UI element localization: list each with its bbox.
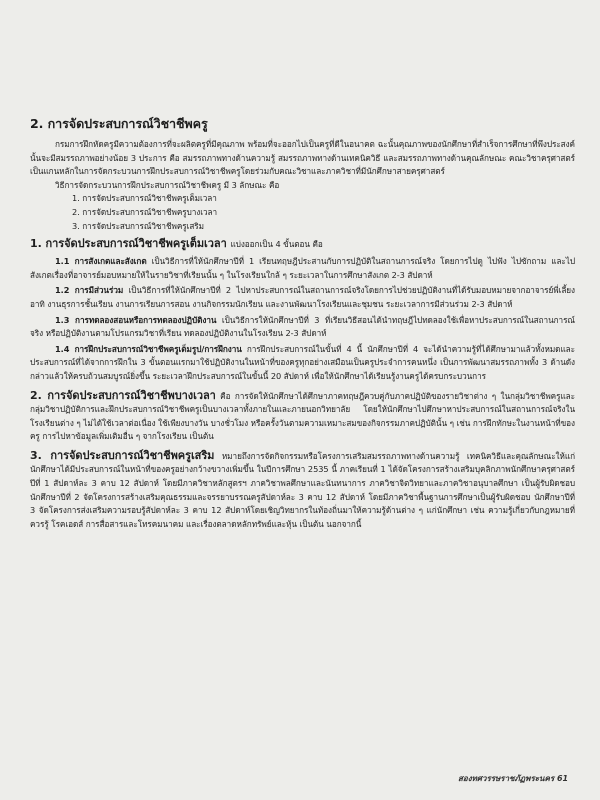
section-title: 2. การจัดประสบการณ์วิชาชีพครู [30,116,208,131]
item-text: เป็นวิธีการที่ให้นักศึกษาปีที่ 1 เรียนทฤษฎีประสานกับการปฏิบัติในสถานการณ์จริง โดยการไปดู ไปฟัง ไปซักถาม และไปสังเกตเรื่องที่อาจารย์มอบหมายให้ในรายวิชาที่เรียนนั้น ๆ ในโรงเรียนใกล้ ๆ ระยะเวลาในการศึกษาสังเกต 2-3 สัปดาห์ [30,256,575,280]
subsection-3 [30,449,575,532]
item-head: 1.2 การมีส่วนร่วม [55,285,124,296]
subsection-title-1 [30,236,575,252]
item-text: เป็นวิธีการที่ให้นักศึกษาปีที่ 2 ไปหาประสบการณ์ในสถานการณ์จริงโดยการไปช่วยปฏิบัติงานที่ได้รับมอบหมายจากอาจารย์พี่เลี้ยง อาทิ งานธุรการชั้นเรียน งานการเรียนการสอน งานกิจกรรมนักเรียน และงานพัฒนาโรงเรียนและชุมชน ระยะเวลาการมีส่วนร่วม 2-3 สัปดาห์ [30,285,576,309]
subsection-2 [30,389,575,444]
subsection-title-3: 3. การจัดประสบการณ์วิชาชีพครูเสริม [30,448,215,462]
method-intro: วิธีการจัดกระบวนการฝึกประสบการณ์วิชาชีพครู มี 3 ลักษณะ คือ [55,179,280,190]
item-head: 1.3 การทดลองสอนหรือการทดลองปฏิบัติงาน [55,314,217,325]
subsection-title-text: 1. การจัดประสบการณ์วิชาชีพครูเต็มเวลา [30,237,227,251]
list-item: 2. การจัดประสบการณ์วิชาชีพครูบางเวลา [72,206,218,217]
subsection-title-2: 2. การจัดประสบการณ์วิชาชีพบางเวลา [30,388,216,402]
item-1-1 [30,255,575,282]
method-list [30,192,575,233]
list-item: 3. การจัดประสบการณ์วิชาชีพครูเสริม [72,220,204,231]
subsection-text: คือ การจัดให้นักศึกษาได้ศึกษาภาคทฤษฎีควบคู่กับภาคปฏิบัติของรายวิชาต่าง ๆ ในกลุ่มวิชาชีพครูและกลุ่มวิชาปฏิบัติการและฝึกประสบการณ์วิชาชีพครูเป็นบางเวลาทั้งภายในและภายนอกวิทยาลัย โดยให้นักศึกษาไปศึกษาหาประสบการณ์ในสถานการณ์จริงในโรงเรียนต่าง ๆ ไม่ได้ใช้เวลาต่อเนื่อง ใช้เพียงบางวัน บางชั่วโมง หรือครั้งวันตามความเหมาะสมของกิจกรรมภาคปฏิบัตินั้น ๆ เช่น การฝึกทักษะในงานหน้าที่ของครู การไปหาข้อมูลเพิ่มเติมอื่น ๆ จากโรงเรียน เป็นต้น [30,390,575,442]
intro-paragraph: กรมการฝึกหัดครูมีความต้องการที่จะผลิตครูที่มีคุณภาพ พร้อมที่จะออกไปเป็นครูที่ดีในอนาคต ฉะนั้นคุณภาพของนักศึกษาที่สำเร็จการศึกษาที่พึงประสงค์นั้นจะมีสมรรถภาพอย่างน้อย 3 ประการ คือ สมรรถภาพทางด้านความรู้ สมรรถภาพทางด้านเทคนิควิธี และสมรรถภาพทางด้านคุณลักษณะ คณะวิชาครุศาสตร์เป็นแกนหลักในการจัดกระบวนการฝึกประสบการณ์วิชาชีพครูโดยร่วมกับคณะวิชาและภาควิชาที่มีนักศึกษาสายครุศาสตร์ [30,139,575,177]
item-head: 1.4 การฝึกประสบการณ์วิชาชีพครูเต็มรูป/การฝึกงาน [55,343,242,354]
item-head: 1.1 การสังเกตและสังเกต [55,256,147,267]
page-content [30,116,575,531]
list-item: 1. การจัดประสบการณ์วิชาชีพครูเต็มเวลา [72,193,217,204]
item-1-2 [30,284,575,311]
item-text: การฝึกประสบการณ์ในขั้นที่ 4 นี้ นักศึกษาปีที่ 4 จะได้นำความรู้ที่ได้ศึกษามาแล้วทั้งหมดและประสบการณ์ที่ได้จากการฝึกใน 3 ขั้นตอนแรกมาใช้ปฏิบัติงานในหน้าที่ของครูทุกอย่างเสมือนเป็นครูประจำการคนหนึ่ง เป็นการพัฒนาสมรรถภาพทั้ง 3 ด้านดังกล่าวแล้วให้ครบถ้วนสมบูรณ์ยิ่งขึ้น ระยะเวลาฝึกประสบการณ์ในขั้นนี้ 20 สัปดาห์ เพื่อให้นักศึกษาได้เรียนรู้งานครูได้ครบกระบวนการ [30,343,575,381]
subsection-note: แบ่งออกเป็น 4 ขั้นตอน คือ [230,239,323,250]
item-text: เป็นวิธีการให้นักศึกษาปีที่ 3 ที่เรียนวิธีสอนได้นำทฤษฎีไปทดลองใช้เพื่อหาประสบการณ์ในสถานการณ์จริง หรือปฏิบัติงานตามโปรแกรมวิชาที่เรียน ทดลองปฏิบัติงานในโรงเรียน 2-3 สัปดาห์ [30,314,575,339]
subsection-text: หมายถึงการจัดกิจกรรมหรือโครงการเสริมสมรรถภาพทางด้านความรู้ เทคนิควิธีและคุณลักษณะให้แก่นักศึกษาได้มีประสบการณ์ในหน้าที่ของครูอย่างกว้างขวางเพิ่มขึ้น ในปีการศึกษา 2535 นี้ ภาคเรียนที่ 1 ได้จัดโครงการสร้างเสริมบุคลิกภาพนักศึกษาครุศาสตร์ปีที่ 1 สัปดาห์ละ 3 คาบ 12 สัปดาห์ โดยมีภาควิชาหลักสูตรฯ ภาควิชาพลศึกษาและนันทนาการ ภาควิชาจิตวิทยาและภาควิชาอนุบาลศึกษา เป็นผู้รับผิดชอบ นักศึกษาปีที่ 2 จัดโครงการสร้างเสริมคุณธรรมและจรรยาบรรณครูสัปดาห์ละ 3 คาบ 12 สัปดาห์ โดยมีภาควิชาพื้นฐานการศึกษาเป็นผู้รับผิดชอบ นักศึกษาปีที่ 3 จัดโครงการส่งเสริมความรอบรู้สัปดาห์ละ 3 คาบ 12 สัปดาห์โดยเชิญวิทยากรในท้องถิ่นมาให้ความรู้ด้านต่าง ๆ แก่นักศึกษา เช่น ความรู้เกี่ยวกับกฎหมายที่ควรรู้ โรคเอดส์ การสื่อสารและโทรคมนาคม และเรื่องตลาดหลักทรัพย์และหุ้น เป็นต้น นอกจากนี้ [30,450,575,529]
item-1-4 [30,343,575,384]
item-1-3 [30,314,575,341]
page-footer: สองทศวรรษราชภัฏพระนคร 61 [458,774,569,783]
